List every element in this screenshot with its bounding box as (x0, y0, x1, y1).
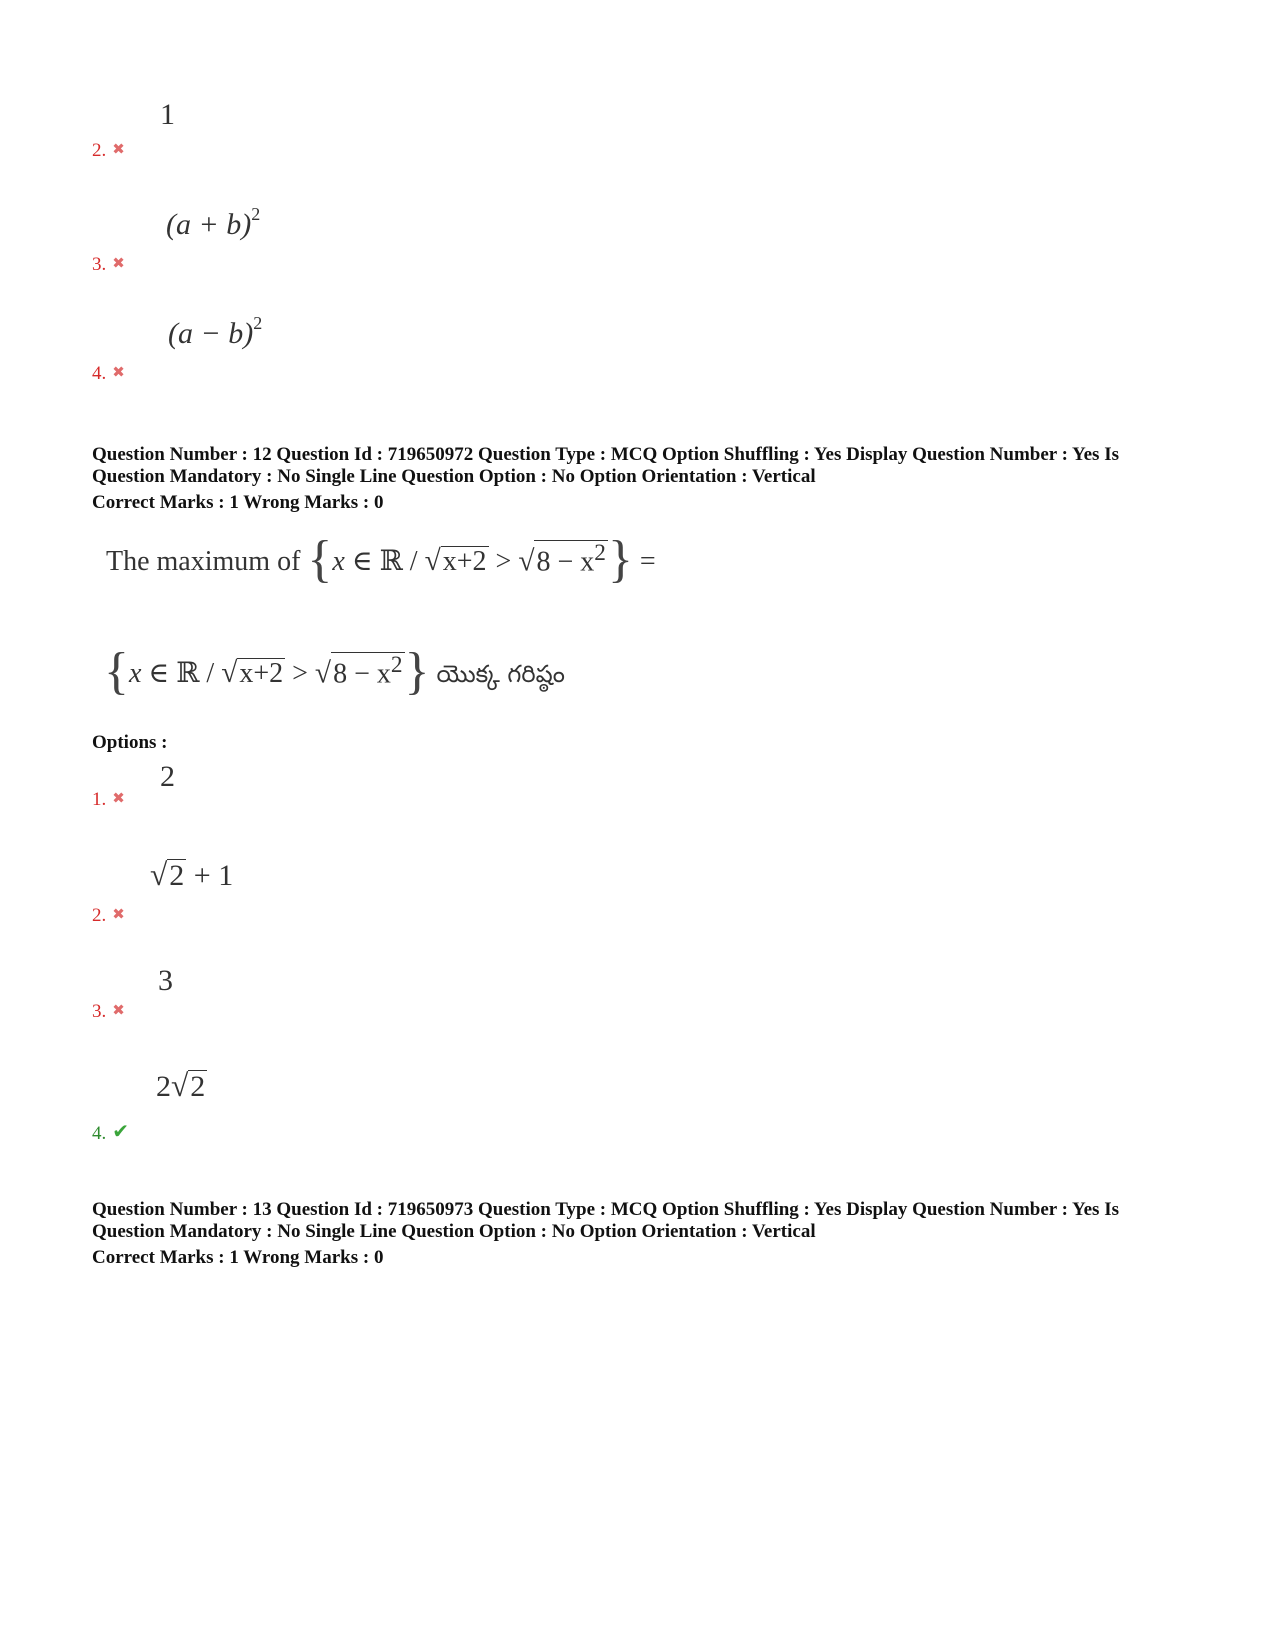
set-close-brace: } (404, 643, 430, 700)
check-icon: ✔ (112, 1121, 130, 1143)
option-index: 4. (92, 363, 107, 384)
question-meta-line-1: Question Number : 12 Question Id : 719650972 Question Type : MCQ Option Shuffling : Yes Display Question Number : Yes Is (92, 444, 1119, 465)
sqrt-radicand (331, 652, 404, 689)
sqrt-expression: √2 (150, 857, 185, 892)
option-number (92, 363, 125, 385)
option-value (156, 1068, 207, 1104)
option-number (92, 254, 125, 276)
sqrt-radicand: x+2 (442, 546, 487, 577)
wrong-icon: ✖ (112, 1003, 125, 1019)
exponent: 2 (253, 313, 263, 333)
wrong-icon: ✖ (112, 256, 125, 272)
question-meta-line-2: Question Mandatory : No Single Line Question Option : No Option Orientation : Vertical (92, 466, 816, 487)
question-marks: Correct Marks : 1 Wrong Marks : 0 (92, 492, 384, 513)
sqrt-radicand (534, 540, 607, 577)
coefficient: 2 (156, 1070, 171, 1103)
sqrt-radicand: x+2 (239, 658, 284, 689)
exponent: 2 (251, 204, 261, 224)
sqrt-expression: $√8 - x^2$ (314, 651, 403, 689)
option-index: 3. (92, 254, 107, 275)
sqrt-expression: $√8 - x^2$ (518, 539, 606, 577)
option-value: 3 (158, 964, 173, 997)
option-value: 1 (160, 98, 175, 131)
set-membership: ∈ ℝ / (344, 546, 425, 577)
sqrt-expression: √2 (171, 1068, 206, 1103)
question-meta (92, 1199, 1119, 1269)
set-membership: ∈ ℝ / (141, 658, 222, 689)
option-rest: + 1 (186, 859, 234, 892)
option-number (92, 1001, 125, 1023)
sqrt-radicand: 2 (190, 1070, 206, 1103)
question-meta-line-2: Question Mandatory : No Single Line Question Option : No Option Orientation : Vertical (92, 1221, 816, 1242)
wrong-icon: ✖ (112, 791, 125, 807)
option-value (150, 857, 233, 893)
option-value (168, 313, 263, 351)
option-value: 2 (160, 760, 175, 793)
question-marks: Correct Marks : 1 Wrong Marks : 0 (92, 1247, 384, 1268)
equals-sign: = (639, 546, 656, 577)
question-meta (92, 444, 1119, 514)
question-prefix: The maximum of (106, 546, 301, 577)
greater-than: > (285, 658, 315, 689)
set-open-brace: { (104, 643, 129, 700)
radicand-text: 8 − x (333, 658, 391, 689)
telugu-suffix: యొక్క గరిష్ఠం (436, 660, 565, 688)
question-meta-line-1: Question Number : 13 Question Id : 719650973 Question Type : MCQ Option Shuffling : Yes Display Question Number : Yes Is (92, 1199, 1119, 1220)
sqrt-expression: √x+2 (221, 657, 284, 689)
options-label: Options : (92, 732, 168, 753)
set-variable: x (332, 546, 345, 577)
option-index: 4. (92, 1123, 107, 1144)
option-index: 1. (92, 789, 107, 810)
option-expression: (a − b) (168, 317, 254, 350)
option-number (92, 905, 125, 927)
sqrt-radicand: 2 (169, 859, 185, 892)
exponent: 2 (390, 651, 403, 678)
radicand-text: 8 − x (536, 546, 595, 577)
exponent: 2 (594, 539, 606, 566)
option-value (166, 204, 261, 242)
option-index: 3. (92, 1001, 107, 1022)
question-text-telugu (104, 642, 565, 701)
greater-than: > (488, 546, 519, 577)
option-index: 2. (92, 905, 107, 926)
option-number (92, 140, 125, 162)
wrong-icon: ✖ (112, 142, 125, 158)
wrong-icon: ✖ (112, 907, 125, 923)
wrong-icon: ✖ (112, 365, 125, 381)
set-close-brace: } (607, 531, 633, 588)
option-expression: (a + b) (166, 208, 252, 241)
option-number (92, 789, 125, 811)
set-open-brace: { (307, 531, 333, 588)
sqrt-expression: √x+2 (424, 545, 487, 577)
question-text-english (106, 530, 656, 589)
set-variable: x (128, 658, 142, 689)
option-index: 2. (92, 140, 107, 161)
option-number (92, 1119, 129, 1145)
